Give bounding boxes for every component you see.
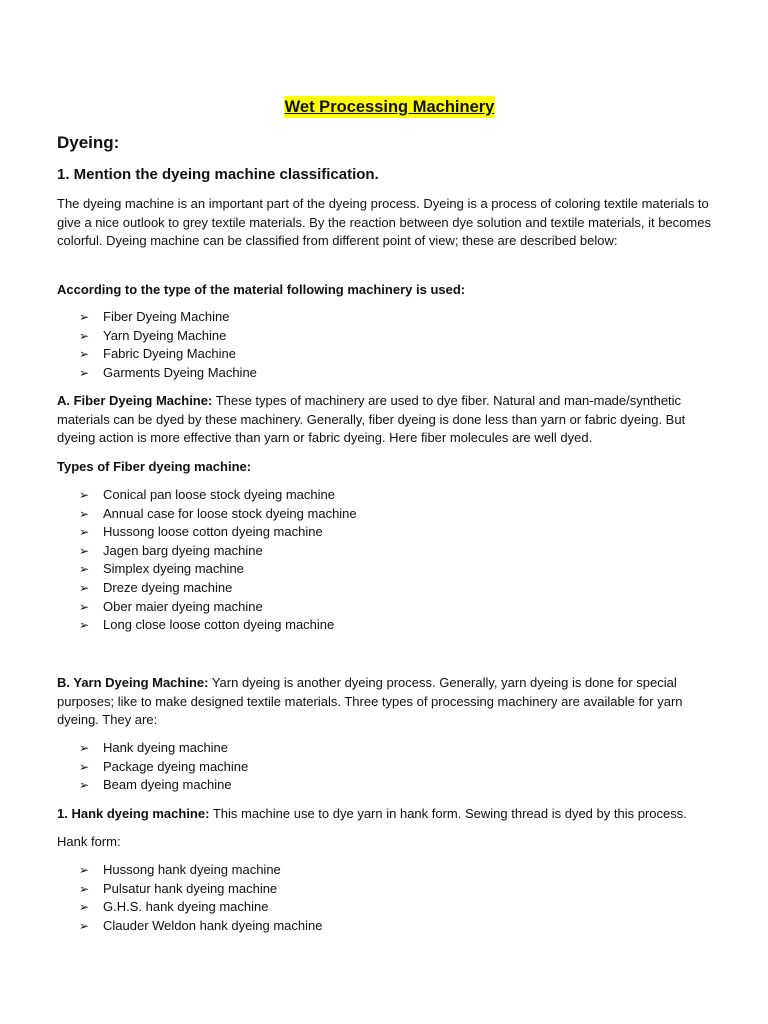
list-item: ➢ Package dyeing machine — [79, 758, 248, 777]
arrow-bullet-icon: ➢ — [79, 900, 90, 915]
arrow-bullet-icon: ➢ — [79, 310, 90, 324]
arrow-bullet-icon: ➢ — [79, 525, 90, 540]
section-heading-dyeing: Dyeing: — [57, 133, 120, 152]
list-item: ➢ Hussong loose cotton dyeing machine — [79, 523, 357, 542]
fiber-types-list — [79, 486, 357, 635]
list-item: ➢ G.H.S. hank dyeing machine — [79, 898, 322, 917]
list-item: ➢ Annual case for loose stock dyeing machine — [79, 505, 357, 524]
list-item: ➢ Yarn Dyeing Machine — [79, 327, 257, 346]
material-type-heading: According to the type of the material following machinery is used: — [57, 282, 466, 297]
arrow-bullet-icon: ➢ — [79, 741, 90, 755]
yarn-types-list — [79, 739, 248, 795]
arrow-bullet-icon: ➢ — [79, 918, 90, 933]
list-item: ➢ Beam dyeing machine — [79, 776, 248, 795]
arrow-bullet-icon: ➢ — [79, 562, 90, 577]
list-item: ➢ Ober maier dyeing machine — [79, 598, 357, 617]
list-item: ➢ Fabric Dyeing Machine — [79, 345, 257, 364]
list-item: ➢ Hussong hank dyeing machine — [79, 861, 322, 880]
list-item: ➢ Garments Dyeing Machine — [79, 364, 257, 383]
list-item: ➢ Pulsatur hank dyeing machine — [79, 880, 322, 899]
question-heading: 1. Mention the dyeing machine classification. — [57, 166, 379, 183]
fiber-types-heading: Types of Fiber dyeing machine: — [57, 459, 252, 474]
intro-paragraph: The dyeing machine is an important part of the dyeing process. Dyeing is a process of coloring textile materials to give a nice outlook to grey textile materials. By the reaction between dye solution and textile materials, it becomes colorful. Dyeing machine can be classified from different point of view; these are described below: — [57, 196, 711, 249]
yarn-dyeing-label: B. Yarn Dyeing Machine: — [57, 675, 209, 690]
arrow-bullet-icon: ➢ — [79, 328, 90, 343]
hank-dyeing-label: 1. Hank dyeing machine: — [57, 806, 210, 821]
arrow-bullet-icon: ➢ — [79, 881, 90, 896]
arrow-bullet-icon: ➢ — [79, 599, 90, 614]
list-item: ➢ Conical pan loose stock dyeing machine — [79, 486, 357, 505]
arrow-bullet-icon: ➢ — [79, 863, 90, 877]
arrow-bullet-icon: ➢ — [79, 778, 90, 793]
list-item: ➢ Jagen barg dyeing machine — [79, 542, 357, 561]
arrow-bullet-icon: ➢ — [79, 543, 90, 558]
arrow-bullet-icon: ➢ — [79, 618, 90, 633]
arrow-bullet-icon: ➢ — [79, 347, 90, 362]
arrow-bullet-icon: ➢ — [79, 488, 90, 502]
arrow-bullet-icon: ➢ — [79, 759, 90, 774]
arrow-bullet-icon: ➢ — [79, 506, 90, 521]
list-item: ➢ Hank dyeing machine — [79, 739, 248, 758]
arrow-bullet-icon: ➢ — [79, 580, 90, 595]
fiber-dyeing-label: A. Fiber Dyeing Machine: — [57, 393, 213, 408]
hank-types-list — [79, 861, 322, 935]
title-wrap — [57, 96, 722, 118]
list-item: ➢ Long close loose cotton dyeing machine — [79, 616, 357, 635]
list-item: ➢ Dreze dyeing machine — [79, 579, 357, 598]
list-item: ➢ Simplex dyeing machine — [79, 560, 357, 579]
hank-dyeing-paragraph: 1. Hank dyeing machine: This machine use to dye yarn in hank form. Sewing thread is dyed by this process. — [57, 806, 687, 821]
yarn-dyeing-paragraph: B. Yarn Dyeing Machine: Yarn dyeing is another dyeing process. Generally, yarn dyeing is done for special purposes; like to make designed textile materials. Three types of processing machinery are available for yarn dyeing. They are: — [57, 675, 683, 728]
hank-form-label: Hank form: — [57, 834, 121, 849]
material-types-list — [79, 308, 257, 382]
fiber-dyeing-paragraph: A. Fiber Dyeing Machine: These types of machinery are used to dye fiber. Natural and man-made/synthetic materials can be dyed by these machinery. Generally, fiber dyeing is done less than yarn or fabric dyeing. But dyeing action is more effective than yarn or fabric dyeing. Here fiber molecules are well dyed. — [57, 393, 686, 446]
document-title: Wet Processing Machinery — [284, 98, 495, 116]
list-item: ➢ Fiber Dyeing Machine — [79, 308, 257, 327]
list-item: ➢ Clauder Weldon hank dyeing machine — [79, 917, 322, 936]
arrow-bullet-icon: ➢ — [79, 365, 90, 380]
